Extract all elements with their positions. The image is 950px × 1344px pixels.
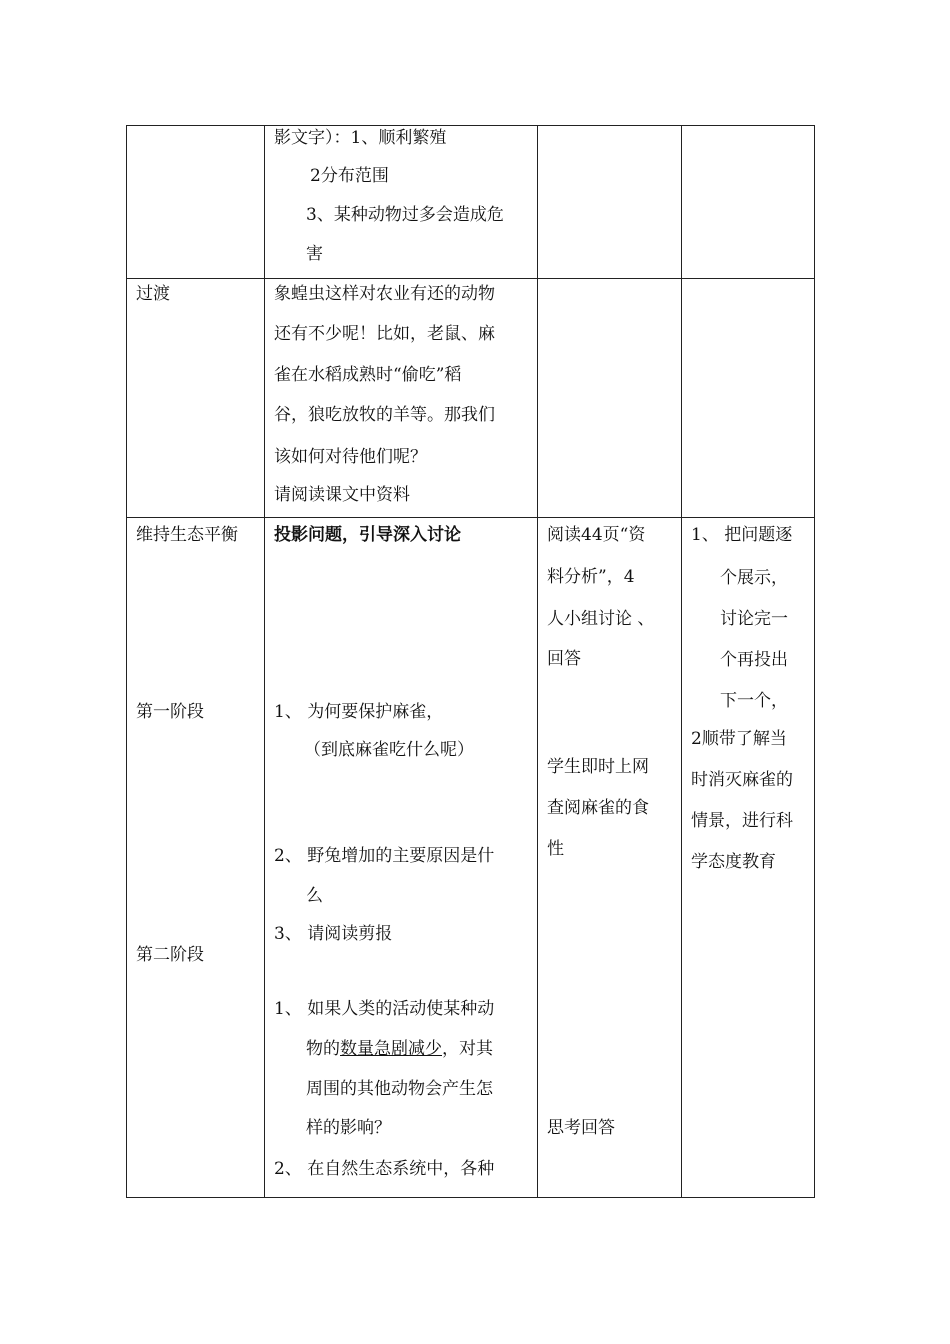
question-text: ，对其 [442, 1039, 493, 1059]
student-activity: 性 [547, 839, 564, 859]
design-note: 下一个， [720, 691, 788, 711]
cell-text: 3、某种动物过多会造成危 [306, 205, 504, 225]
table-top-border [126, 125, 815, 126]
underlined-text: 数量急剧减少 [340, 1039, 442, 1059]
question-item: 么 [306, 886, 323, 906]
stage-label: 第一阶段 [136, 702, 204, 722]
question-item: 2、 在自然生态系统中，各种 [274, 1159, 495, 1179]
column-divider-1 [264, 125, 265, 1197]
design-note: 2顺带了解当 [691, 729, 787, 749]
design-note: 1、 把问题逐 [691, 525, 793, 545]
question-note: （到底麻雀吃什么呢） [304, 740, 474, 760]
student-activity: 人小组讨论 、 [547, 609, 655, 629]
design-note: 时消灭麻雀的 [691, 770, 793, 790]
question-text: 物的 [306, 1039, 340, 1059]
student-activity: 回答 [547, 649, 581, 669]
student-activity: 料分析”，4 [547, 567, 635, 587]
cell-text: 请阅读课文中资料 [274, 485, 410, 505]
question-item: 样的影响？ [306, 1118, 391, 1138]
cell-text: 还有不少呢！比如，老鼠、麻 [274, 324, 495, 344]
cell-text: 害 [306, 244, 323, 264]
stage-label: 维持生态平衡 [136, 525, 238, 545]
row-divider-1 [126, 278, 815, 279]
cell-text: 象蝗虫这样对农业有还的动物 [274, 284, 495, 304]
column-divider-2 [537, 125, 538, 1197]
student-activity: 查阅麻雀的食 [547, 798, 649, 818]
table-bottom-border [126, 1197, 815, 1198]
row-divider-2 [126, 517, 815, 518]
question-item [306, 1038, 493, 1060]
design-note: 个再投出 [720, 650, 788, 670]
cell-text: 雀在水稻成熟时“偷吃”稻 [274, 365, 462, 385]
question-item: 1、 如果人类的活动使某种动 [274, 999, 495, 1019]
question-item: 2、 野兔增加的主要原因是什 [274, 846, 495, 866]
design-note: 讨论完一 [720, 609, 788, 629]
column-divider-3 [681, 125, 682, 1197]
student-activity: 学生即时上网 [547, 757, 649, 777]
stage-label: 第二阶段 [136, 945, 204, 965]
cell-text: 谷，狼吃放牧的羊等。那我们 [274, 405, 495, 425]
question-item: 周围的其他动物会产生怎 [306, 1079, 493, 1099]
table-right-border [814, 125, 815, 1197]
design-note: 情景，进行科 [691, 811, 793, 831]
student-activity: 阅读44页“资 [547, 525, 646, 545]
table-left-border [126, 125, 127, 1197]
question-item: 1、 为何要保护麻雀， [274, 702, 444, 722]
design-note: 学态度教育 [691, 852, 776, 872]
stage-label: 过渡 [136, 284, 170, 304]
cell-text: 该如何对待他们呢？ [274, 447, 427, 467]
cell-text: 2分布范围 [310, 166, 389, 186]
question-item: 3、 请阅读剪报 [274, 924, 393, 944]
design-note: 个展示， [720, 568, 788, 588]
cell-text: 影文字）：1、顺利繁殖 [274, 128, 447, 148]
section-heading: 投影问题，引导深入讨论 [274, 525, 461, 545]
student-activity: 思考回答 [547, 1118, 615, 1138]
